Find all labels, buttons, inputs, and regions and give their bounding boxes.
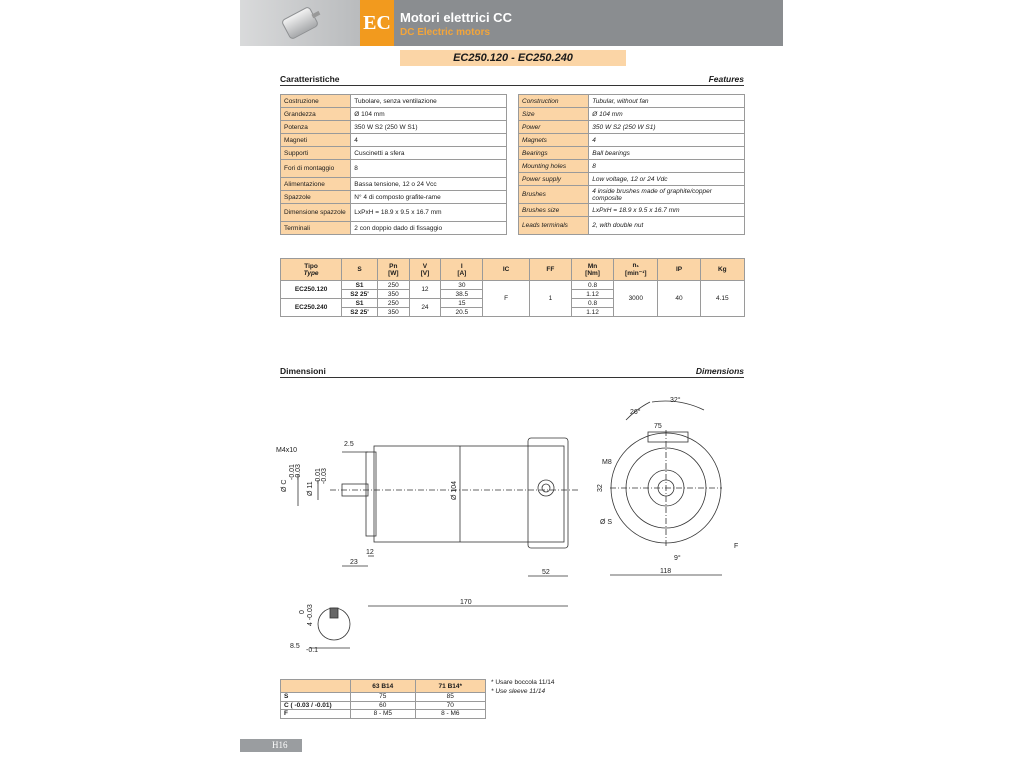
feature-key: Size — [519, 108, 589, 121]
feature-row — [519, 121, 745, 134]
feature-value: Ball bearings — [589, 147, 745, 160]
feature-row — [519, 95, 745, 108]
label-23: 23 — [350, 559, 358, 566]
spec-n1: 3000 — [614, 281, 658, 317]
mount-key: C ( -0.03 / -0.01) — [281, 701, 351, 710]
mount-value: 8 - M6 — [415, 710, 485, 719]
spec-s: S1 — [342, 281, 378, 290]
feature-value: 2, with double nut — [589, 217, 745, 235]
spec-i: 30 — [441, 281, 483, 290]
series-code: EC — [360, 0, 394, 46]
feature-value: Bassa tensione, 12 o 24 Vcc — [351, 178, 507, 191]
terminal-inner — [542, 484, 550, 492]
spec-row — [281, 281, 745, 290]
mount-row — [281, 710, 486, 719]
label-118: 118 — [660, 568, 672, 575]
feature-row — [281, 222, 507, 235]
feature-value: Low voltage, 12 or 24 Vdc — [589, 173, 745, 186]
mount-table — [280, 679, 486, 719]
spec-header-pn: Pn [W] — [378, 259, 410, 281]
spec-header-kg: Kg — [700, 259, 744, 281]
feature-value: LxPxH = 18.9 x 9.5 x 16.7 mm — [589, 204, 745, 217]
feature-value: 4 — [351, 134, 507, 147]
label-170: 170 — [460, 599, 472, 606]
spec-pn: 350 — [378, 290, 410, 299]
feature-key: Mounting holes — [519, 160, 589, 173]
feature-row — [281, 191, 507, 204]
feature-value: LxPxH = 18.9 x 9.5 x 16.7 mm — [351, 204, 507, 222]
feature-value: Tubular, without fan — [589, 95, 745, 108]
feature-key: Terminali — [281, 222, 351, 235]
feature-value: 350 W S2 (250 W S1) — [351, 121, 507, 134]
feature-row — [519, 217, 745, 235]
label-c1: -0.01 — [289, 464, 296, 480]
feature-key: Brushes size — [519, 204, 589, 217]
spec-table — [280, 258, 745, 317]
motor-photo-icon — [281, 6, 320, 40]
label-85: 8.5 — [290, 643, 300, 650]
label-01: -0.1 — [306, 647, 319, 654]
feature-key: Magneti — [281, 134, 351, 147]
note-en: * Use sleeve 11/14 — [491, 688, 546, 695]
motor-body-outline — [374, 446, 564, 542]
spec-pn: 250 — [378, 299, 410, 308]
spec-i: 15 — [441, 299, 483, 308]
feature-row — [281, 160, 507, 178]
spec-type: EC250.120 — [281, 281, 342, 299]
label-m8: M8 — [602, 459, 612, 466]
feature-row — [281, 108, 507, 121]
feature-value: 4 inside brushes made of graphite/copper composite — [589, 186, 745, 204]
feature-row — [519, 186, 745, 204]
motor-endcap — [528, 438, 568, 548]
feature-key: Leads terminals — [519, 217, 589, 235]
spec-mn: 1.12 — [571, 290, 613, 299]
feature-key: Brushes — [519, 186, 589, 204]
feature-key: Bearings — [519, 147, 589, 160]
spec-header-n1: n₁ [min⁻¹] — [614, 259, 658, 281]
mount-header-71: 71 B14* — [415, 680, 485, 693]
label-75: 75 — [654, 423, 662, 430]
label-c: Ø C — [281, 479, 288, 492]
feature-value: 8 — [589, 160, 745, 173]
spec-v: 24 — [409, 299, 441, 317]
spec-type: EC250.240 — [281, 299, 342, 317]
feature-row — [519, 160, 745, 173]
feature-key: Power supply — [519, 173, 589, 186]
spec-header-s: S — [342, 259, 378, 281]
features-title-en: Features — [708, 74, 744, 84]
feature-value: Ø 104 mm — [589, 108, 745, 121]
spec-i: 38.5 — [441, 290, 483, 299]
shaft-key — [330, 608, 338, 618]
label-104: Ø 104 — [451, 480, 458, 500]
header-bar — [240, 0, 783, 46]
front-terminal-box — [648, 432, 688, 442]
label-k0: 0 — [299, 610, 306, 614]
feature-key: Magnets — [519, 134, 589, 147]
motor-flange — [366, 452, 376, 536]
feature-value: 2 con doppio dado di fissaggio — [351, 222, 507, 235]
spec-header-ff: FF — [529, 259, 571, 281]
feature-value: 8 — [351, 160, 507, 178]
spec-pn: 250 — [378, 281, 410, 290]
mount-key: F — [281, 710, 351, 719]
features-title-it: Caratteristiche — [280, 74, 340, 84]
feature-row — [281, 147, 507, 160]
spec-mn: 0.8 — [571, 299, 613, 308]
mount-value: 8 - M5 — [351, 710, 416, 719]
feature-row — [281, 178, 507, 191]
feature-key: Dimensione spazzole — [281, 204, 351, 222]
feature-row — [519, 147, 745, 160]
feature-row — [519, 108, 745, 121]
feature-value: Tubolare, senza ventilazione — [351, 95, 507, 108]
label-f: F — [734, 543, 739, 550]
note-it: * Usare boccola 11/14 — [491, 679, 555, 686]
spec-mn: 0.8 — [571, 281, 613, 290]
page-number: H16 — [240, 739, 302, 752]
model-banner: EC250.120 - EC250.240 — [400, 50, 626, 66]
header-title: Motori elettrici CC — [400, 10, 512, 25]
mount-value: 70 — [415, 701, 485, 710]
dimension-drawing — [270, 380, 760, 660]
feature-key: Construction — [519, 95, 589, 108]
feature-key: Spazzole — [281, 191, 351, 204]
label-os: Ø S — [600, 519, 613, 526]
spec-header-v: V [V] — [409, 259, 441, 281]
feature-row — [281, 134, 507, 147]
label-s: Ø 11 — [307, 481, 314, 496]
mount-row — [281, 693, 486, 702]
features-table-en — [518, 94, 745, 235]
feature-row — [519, 204, 745, 217]
spec-header-mn: Mn [Nm] — [571, 259, 613, 281]
label-s1: -0.01 — [315, 468, 322, 484]
spec-s: S2 25' — [342, 290, 378, 299]
feature-value: Cuscinetti a sfera — [351, 147, 507, 160]
terminal-circle — [538, 480, 554, 496]
feature-value: 4 — [589, 134, 745, 147]
feature-value: N° 4 di composto grafite-rame — [351, 191, 507, 204]
label-12: 12 — [366, 549, 374, 556]
features-rule — [280, 85, 744, 86]
label-32: 32 — [597, 484, 604, 492]
spec-mn: 1.12 — [571, 308, 613, 317]
feature-key: Potenza — [281, 121, 351, 134]
feature-value: Ø 104 mm — [351, 108, 507, 121]
dimensions-rule — [280, 377, 744, 378]
feature-key: Fori di montaggio — [281, 160, 351, 178]
feature-row — [519, 173, 745, 186]
dimensions-title-it: Dimensioni — [280, 366, 326, 376]
features-table-it — [280, 94, 507, 235]
label-25: 2.5 — [344, 441, 354, 448]
label-k4: 4 -0.03 — [307, 604, 314, 626]
feature-row — [281, 121, 507, 134]
header-photo — [240, 0, 360, 46]
feature-row — [281, 204, 507, 222]
spec-kg: 4.15 — [700, 281, 744, 317]
feature-row — [519, 134, 745, 147]
mount-header-blank — [281, 680, 351, 693]
label-52: 52 — [542, 569, 550, 576]
spec-ic: F — [483, 281, 529, 317]
spec-header-type: Tipo Type — [281, 259, 342, 281]
mount-note — [491, 678, 554, 696]
label-s2: -0.03 — [321, 468, 328, 484]
feature-key: Power — [519, 121, 589, 134]
dimensions-title-en: Dimensions — [695, 366, 744, 376]
label-9deg: 9° — [674, 555, 681, 562]
mount-header-63: 63 B14 — [351, 680, 416, 693]
spec-header-i: I [A] — [441, 259, 483, 281]
feature-key: Alimentazione — [281, 178, 351, 191]
label-26deg: 26° — [630, 409, 641, 416]
spec-ff: 1 — [529, 281, 571, 317]
mount-key: S — [281, 693, 351, 702]
feature-key: Costruzione — [281, 95, 351, 108]
label-32deg: 32° — [670, 397, 681, 404]
feature-key: Supporti — [281, 147, 351, 160]
spec-i: 20.5 — [441, 308, 483, 317]
feature-key: Grandezza — [281, 108, 351, 121]
mount-value: 60 — [351, 701, 416, 710]
mount-value: 85 — [415, 693, 485, 702]
spec-s: S2 25' — [342, 308, 378, 317]
spec-s: S1 — [342, 299, 378, 308]
feature-value: 350 W S2 (250 W S1) — [589, 121, 745, 134]
header-subtitle: DC Electric motors — [400, 27, 491, 38]
label-m4: M4x10 — [276, 447, 298, 454]
label-c2: -0.03 — [295, 464, 302, 480]
spec-header-ic: IC — [483, 259, 529, 281]
spec-pn: 350 — [378, 308, 410, 317]
spec-v: 12 — [409, 281, 441, 299]
feature-row — [281, 95, 507, 108]
spec-ip: 40 — [658, 281, 700, 317]
mount-value: 75 — [351, 693, 416, 702]
catalog-page — [240, 0, 783, 768]
mount-row — [281, 701, 486, 710]
spec-header-ip: IP — [658, 259, 700, 281]
